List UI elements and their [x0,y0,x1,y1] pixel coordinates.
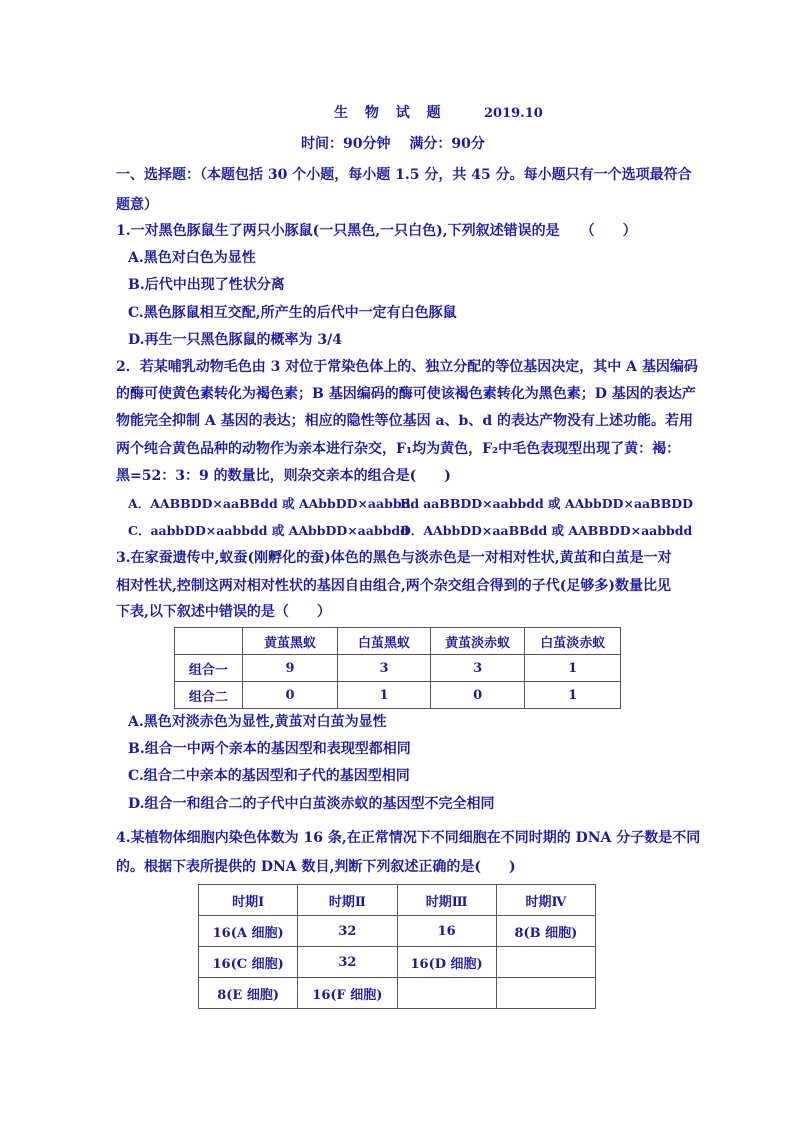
table-cell: 0 [430,682,525,709]
q3-table [174,627,621,709]
table-cell: 16(D 细胞) [397,947,496,978]
q2-stem-line: 2．若某哺乳动物毛色由 3 对位于常染色体上的、独立分配的等位基因决定，其中 A 基因编码 [116,359,698,375]
q2-stem-line: 两个纯合黄色品种的动物作为亲本进行杂交，F₁均为黄色，F₂中毛色表现型出现了黄：褐： [116,441,681,457]
q4-table [198,884,596,1009]
q2-option-c: C．aabbDD×aabbdd 或 AAbbDD×aabbdd [128,523,409,538]
q3-option-a: A.黑色对淡赤色为显性,黄茧对白茧为显性 [128,714,387,730]
table-cell: 1 [525,682,621,709]
table-cell: 16(C 细胞) [199,947,298,978]
table-cell: 组合一 [175,655,243,682]
table-header-cell: 白茧黑蚁 [338,628,431,655]
table-row [199,947,596,978]
q3-stem-line: 3.在家蚕遗传中,蚁蚕(刚孵化的蚕)体色的黑色与淡赤色是一对相对性状,黄茧和白茧是一对 [116,550,672,566]
table-cell: 1 [338,682,431,709]
table-cell [496,978,595,1009]
table-row [199,885,596,916]
q2-stem-line: 黑=52：3：9 的数量比，则杂交亲本的组合是( ) [116,468,451,484]
q3-stem-line: 相对性状,控制这两对相对性状的基因自由组合,两个杂交组合得到的子代(足够多)数量比见 [116,578,671,594]
table-row [175,628,621,655]
table-row [199,978,596,1009]
table-row [175,682,621,709]
q4-stem-line: 4.某植物体细胞内染色体数为 16 条,在正常情况下不同细胞在不同时期的 DNA 分子数是不同 [116,830,701,846]
q1-option-d: D.再生一只黑色豚鼠的概率为 3/4 [128,332,342,348]
table-header-cell: 白茧淡赤蚁 [525,628,621,655]
table-cell: 0 [242,682,338,709]
exam-date: 2019.10 [484,106,543,121]
table-row [199,916,596,947]
q3-option-b: B.组合一中两个亲本的基因型和表现型都相同 [128,741,411,757]
table-cell: 32 [298,947,397,978]
q2-option-d: D．AAbbDD×aaBBdd 或 AABBDD×aabbdd [400,523,693,538]
page-title: 生 物 试 题 [334,105,447,121]
q3-option-c: C.组合二中亲本的基因型和子代的基因型相同 [128,768,410,784]
table-header-cell: 时期Ⅲ [397,885,496,916]
q1-stem: 1.一对黑色豚鼠生了两只小豚鼠(一只黑色,一只白色),下列叙述错误的是 （ ） [116,223,637,239]
q3-stem-line: 下表,以下叙述中错误的是（ ） [116,604,331,620]
table-cell: 16 [397,916,496,947]
table-cell: 1 [525,655,621,682]
table-header-cell: 时期Ⅳ [496,885,595,916]
table-cell: 16(A 细胞) [199,916,298,947]
table-cell: 8(E 细胞) [199,978,298,1009]
q2-stem-line: 的酶可使黄色素转化为褐色素；B 基因编码的酶可使该褐色素转化为黑色素；D 基因的表达产 [116,386,696,402]
table-cell: 组合二 [175,682,243,709]
table-cell [496,947,595,978]
table-cell [397,978,496,1009]
q4-stem-line: 的。根据下表所提供的 DNA 数目,判断下列叙述正确的是( ) [116,859,516,875]
section-heading: 一、选择题：（本题包括 30 个小题，每小题 1.5 分，共 45 分。每小题只有一个选项最符合 [116,167,692,183]
table-row [175,655,621,682]
table-cell: 32 [298,916,397,947]
time-info: 时间：90分钟 满分：90分 [301,136,485,152]
q2-stem-line: 物能完全抑制 A 基因的表达；相应的隐性等位基因 a、b、d 的表达产物没有上述功能。若用 [116,413,694,429]
q1-option-b: B.后代中出现了性状分离 [128,277,285,293]
q1-option-a: A.黑色对白色为显性 [128,250,256,266]
table-header-cell: 黄茧黑蚁 [242,628,338,655]
section-heading-cont: 题意） [116,197,158,213]
q1-option-c: C.黑色豚鼠相互交配,所产生的后代中一定有白色豚鼠 [128,305,457,321]
table-cell: 3 [338,655,431,682]
table-header-cell: 时期Ⅱ [298,885,397,916]
q2-option-b: B．aaBBDD×aabbdd 或 AAbbDD×aaBBDD [400,496,693,511]
table-cell: 9 [242,655,338,682]
q2-option-a: A．AABBDD×aaBBdd 或 AAbbDD×aabbdd [128,496,420,511]
table-cell: 3 [430,655,525,682]
table-header-cell: 时期Ⅰ [199,885,298,916]
table-cell: 8(B 细胞) [496,916,595,947]
table-cell: 16(F 细胞) [298,978,397,1009]
q3-option-d: D.组合一和组合二的子代中白茧淡赤蚁的基因型不完全相同 [128,796,495,812]
table-cell [175,628,243,655]
table-header-cell: 黄茧淡赤蚁 [430,628,525,655]
